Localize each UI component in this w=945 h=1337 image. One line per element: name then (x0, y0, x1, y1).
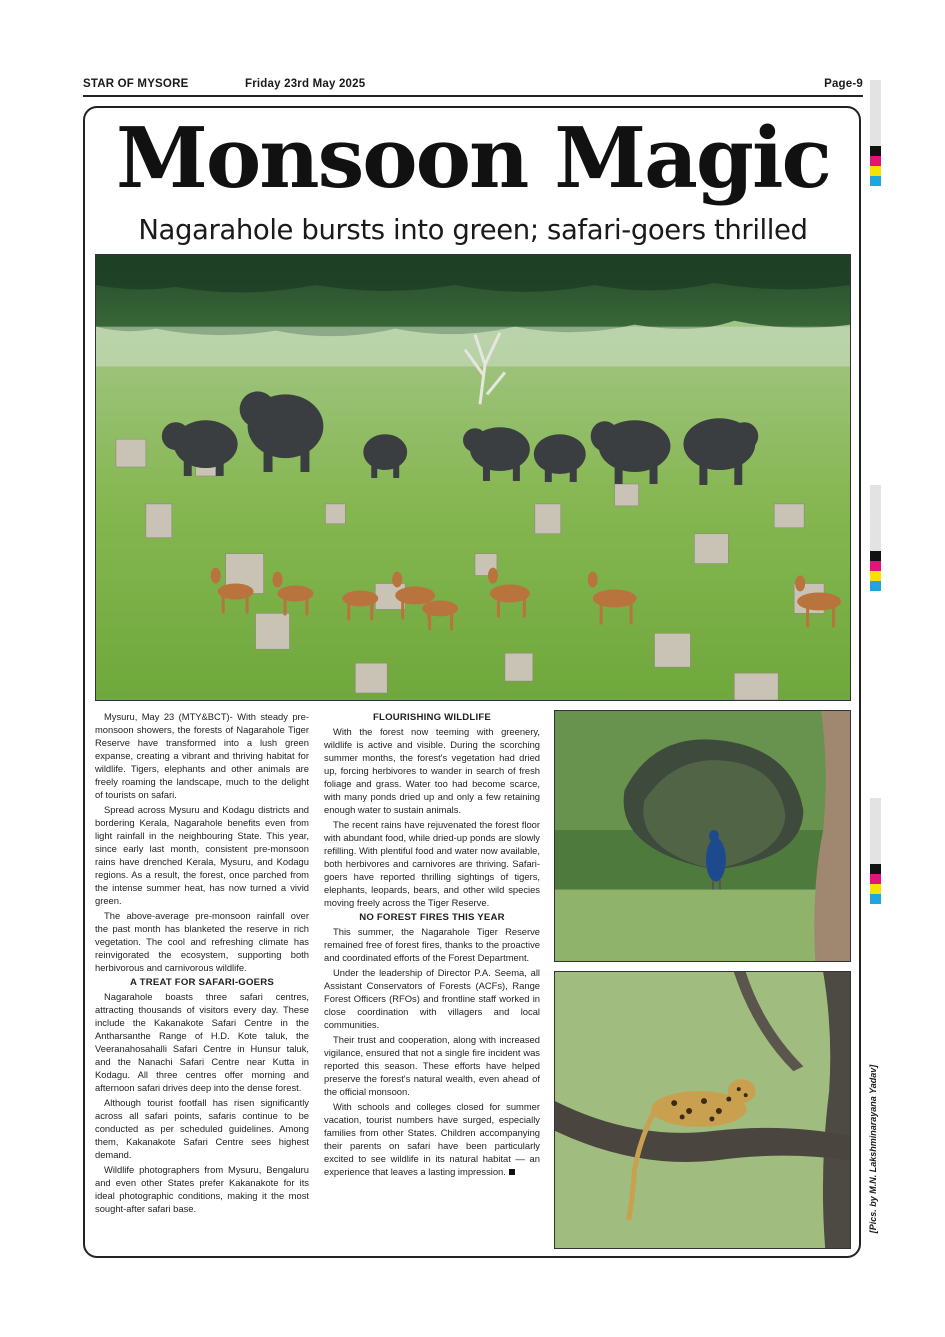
publication-name: STAR OF MYSORE (83, 78, 189, 90)
subheadline: Nagarahole bursts into green; safari-goers thrilled (138, 214, 808, 246)
registration-bar-lower (870, 798, 881, 904)
article-column-2 (324, 710, 540, 1180)
section-heading-forest-fires: NO FOREST FIRES THIS YEAR (359, 912, 505, 923)
section-heading-safari: A TREAT FOR SAFARI-GOERS (130, 977, 274, 988)
paragraph: Mysuru, May 23 (MTY&BCT)- With steady pre-monsoon showers, the forests of Nagarahole Tiger Reserve have transformed into a lush green expanse, creating a vibrant and thriving habitat for wildlife. Tigers, elephants and other animals are freely roaming the landscape, much to the delight of tourists on safari. (95, 711, 309, 800)
paragraph: Spread across Mysuru and Kodagu districts and bordering Kerala, Nagarahole benefits even from light rainfall in the neighbouring State. This year, since early last month, consistent pre-monsoon rains have drenched Kerala, Mysuru, and Kodagu regions. As a result, the forest, once parched from the intense summer heat, has now turned a vivid green. (95, 804, 309, 906)
registration-bar-middle (870, 485, 881, 591)
issue-date: Friday 23rd May 2025 (245, 78, 366, 90)
section-heading-wildlife: FLOURISHING WILDLIFE (372, 712, 492, 723)
paragraph: Wildlife photographers from Mysuru, Bengaluru and even other States prefer Kakanakote for its ideal photographic conditions, making it the most sought-after safari base. (95, 1164, 309, 1214)
paragraph: This summer, the Nagarahole Tiger Reserve remained free of forest fires, thanks to the proactive and coordinated efforts of the Forest Department. (324, 926, 540, 963)
main-photo-elephants-deer (95, 254, 851, 701)
headline: Monsoon Magic (115, 109, 831, 207)
masthead-rule (83, 95, 863, 97)
article-column-1 (95, 710, 309, 1217)
paragraph: Their trust and cooperation, along with increased vigilance, ensured that not a single fire incident was reported this season. These efforts have helped preserve the forest's natural wealth, even ahead of the official monsoon. (324, 1034, 540, 1097)
end-mark-icon (509, 1169, 515, 1175)
photo-credit (866, 1055, 880, 1243)
leopard-photo (554, 971, 851, 1249)
registration-bar-top (870, 80, 881, 186)
paragraph: Although tourist footfall has risen significantly across all safari points, safaris continue to be conducted as per scheduled guidelines. Among them, Kakanakote Safari Centre sees highest demand. (95, 1097, 309, 1160)
peacock-photo (554, 710, 851, 962)
paragraph: Nagarahole boasts three safari centres, attracting thousands of visitors every day. These include the Kakanakote Safari Centre in the Antharsanthe Range of H.D. Kote taluk, the Veeranahosahalli Safari Centre in Hunsur taluk, and the Nanachi Safari Centre near Kutta in Kodagu. All three centres offer morning and afternoon safari drives deep into the dense forest. (95, 991, 309, 1093)
paragraph-final (324, 1100, 540, 1178)
paragraph: The above-average pre-monsoon rainfall over the past month has blanketed the reserve in rich vegetation. The cool and refreshing climate has reinvigorated the ecosystem, supporting both herbivorous and carnivorous wildlife. (95, 910, 309, 973)
paragraph: Under the leadership of Director P.A. Seema, all Assistant Conservators of Forests (ACFs), Range Forest Officers (RFOs) and frontline staff worked in close coordination with villagers and local communities. (324, 967, 540, 1030)
masthead (83, 78, 863, 94)
paragraph-final-text: With schools and colleges closed for summer vacation, tourist numbers have surged, especially families from other States. Children accompanying their parents on safari have been particularly excited to see wildlife in its natural habitat — an experience that leaves a lasting impression. (324, 1101, 540, 1177)
page-number: Page-9 (824, 78, 863, 90)
photo-credit-text: [Pics. by M.N. Lakshminarayana Yadav] (868, 1064, 878, 1234)
paragraph: The recent rains have rejuvenated the forest floor with abundant food, while dried-up ponds are slowly refilling. With plentiful food and water now available, both herbivores and carnivores are thriving. Safari-goers have reported thrilling sightings of tigers, elephants, leopards, bears, and other wild species moving freely across the Tiger Reserve. (324, 819, 540, 908)
paragraph: With the forest now teeming with greenery, wildlife is active and visible. During the scorching summer months, the forest's vegetation had dried up, forcing herbivores to wander in search of fresh foliage and grass. Water too had become scarce, with many ponds dried up and only a few retaining enough water to sustain animals. (324, 726, 540, 815)
